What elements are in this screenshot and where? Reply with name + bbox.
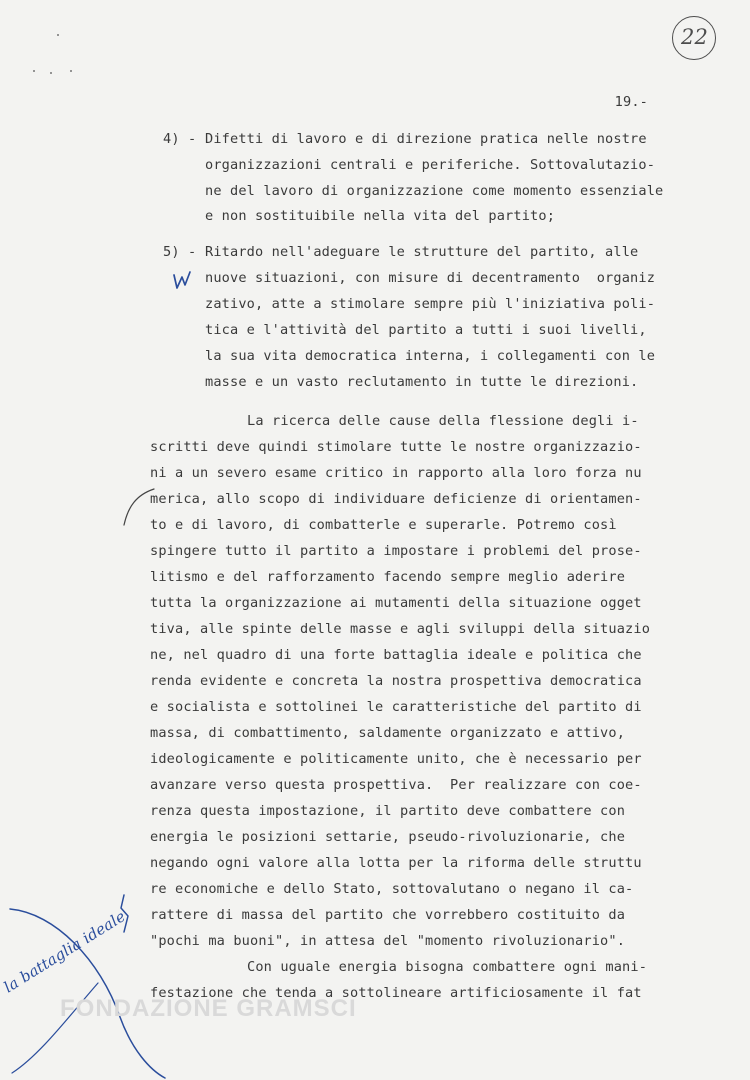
body-line: merica, allo scopo di individuare deficienze di orientamen- (150, 491, 642, 507)
section-4-line: ne del lavoro di organizzazione come momento essenziale (205, 183, 664, 199)
section-5-line: zativo, atte a stimolare sempre più l'iniziativa poli- (205, 296, 656, 312)
archive-stamp (672, 16, 716, 60)
scan-speck (33, 70, 35, 72)
body-line: "pochi ma buoni", in attesa del "momento rivoluzionario". (150, 933, 626, 949)
section-4-line: organizzazioni centrali e periferiche. Sottovalutazio- (205, 157, 656, 173)
body-line: e socialista e sottolinei le caratteristiche del partito di (150, 699, 642, 715)
closing-line: Con uguale energia bisogna combattere ogni mani- (247, 959, 648, 975)
body-line: scritti deve quindi stimolare tutte le nostre organizzazio- (150, 439, 642, 455)
section-5-line: nuove situazioni, con misure di decentramento organiz (205, 270, 656, 286)
scan-speck (57, 34, 59, 36)
archive-stamp-number: 22 (681, 25, 709, 49)
closing-line: festazione che tenda a sottolineare artificiosamente il fat (150, 985, 642, 1001)
scan-speck (50, 72, 52, 74)
body-line: spingere tutto il partito a impostare i problemi del prose- (150, 543, 642, 559)
handwritten-margin-note (0, 905, 170, 1080)
section-5-line: Ritardo nell'adeguare le strutture del partito, alle (205, 244, 639, 260)
body-line: ne, nel quadro di una forte battaglia ideale e politica che (150, 647, 642, 663)
scan-speck (70, 70, 72, 72)
body-line: energia le posizioni settarie, pseudo-rivoluzionarie, che (150, 829, 626, 845)
body-line: renza questa impostazione, il partito deve combattere con (150, 803, 626, 819)
margin-note-text: la battaglia ideale (0, 907, 129, 997)
body-line: rattere di massa del partito che vorrebbero costituito da (150, 907, 626, 923)
section-4-line: Difetti di lavoro e di direzione pratica nelle nostre (205, 131, 647, 147)
section-4-number: 4) - (163, 131, 197, 147)
handwritten-margin-bracket (118, 485, 158, 530)
body-line: avanzare verso questa prospettiva. Per realizzare con coe- (150, 777, 642, 793)
body-line: ideologicamente e politicamente unito, che è necessario per (150, 751, 642, 767)
body-line: renda evidente e concreta la nostra prospettiva democratica (150, 673, 642, 689)
section-5-number: 5) - (163, 244, 197, 260)
handwritten-checkmark-annotation (170, 268, 196, 294)
body-line: massa, di combattimento, saldamente organizzato e attivo, (150, 725, 626, 741)
body-line: tiva, alle spinte delle masse e agli sviluppi della situazio (150, 621, 651, 637)
body-line: to e di lavoro, di combatterle e superarle. Potremo così (150, 517, 617, 533)
section-4-line: e non sostituibile nella vita del partito; (205, 208, 556, 224)
body-line: tutta la organizzazione ai mutamenti della situazione ogget (150, 595, 642, 611)
body-line: litismo e del rafforzamento facendo sempre meglio aderire (150, 569, 626, 585)
body-line: La ricerca delle cause della flessione degli i- (247, 413, 639, 429)
section-5-line: masse e un vasto reclutamento in tutte le direzioni. (205, 374, 639, 390)
page-number: 19.- (614, 94, 648, 110)
archive-watermark: FONDAZIONE GRAMSCI (60, 995, 357, 1022)
body-line: re economiche e dello Stato, sottovalutano o negano il ca- (150, 881, 634, 897)
body-line: negando ogni valore alla lotta per la riforma delle struttu (150, 855, 642, 871)
body-line: ni a un severo esame critico in rapporto alla loro forza nu (150, 465, 642, 481)
section-5-line: tica e l'attività del partito a tutti i suoi livelli, (205, 322, 647, 338)
section-5-line: la sua vita democratica interna, i collegamenti con le (205, 348, 656, 364)
